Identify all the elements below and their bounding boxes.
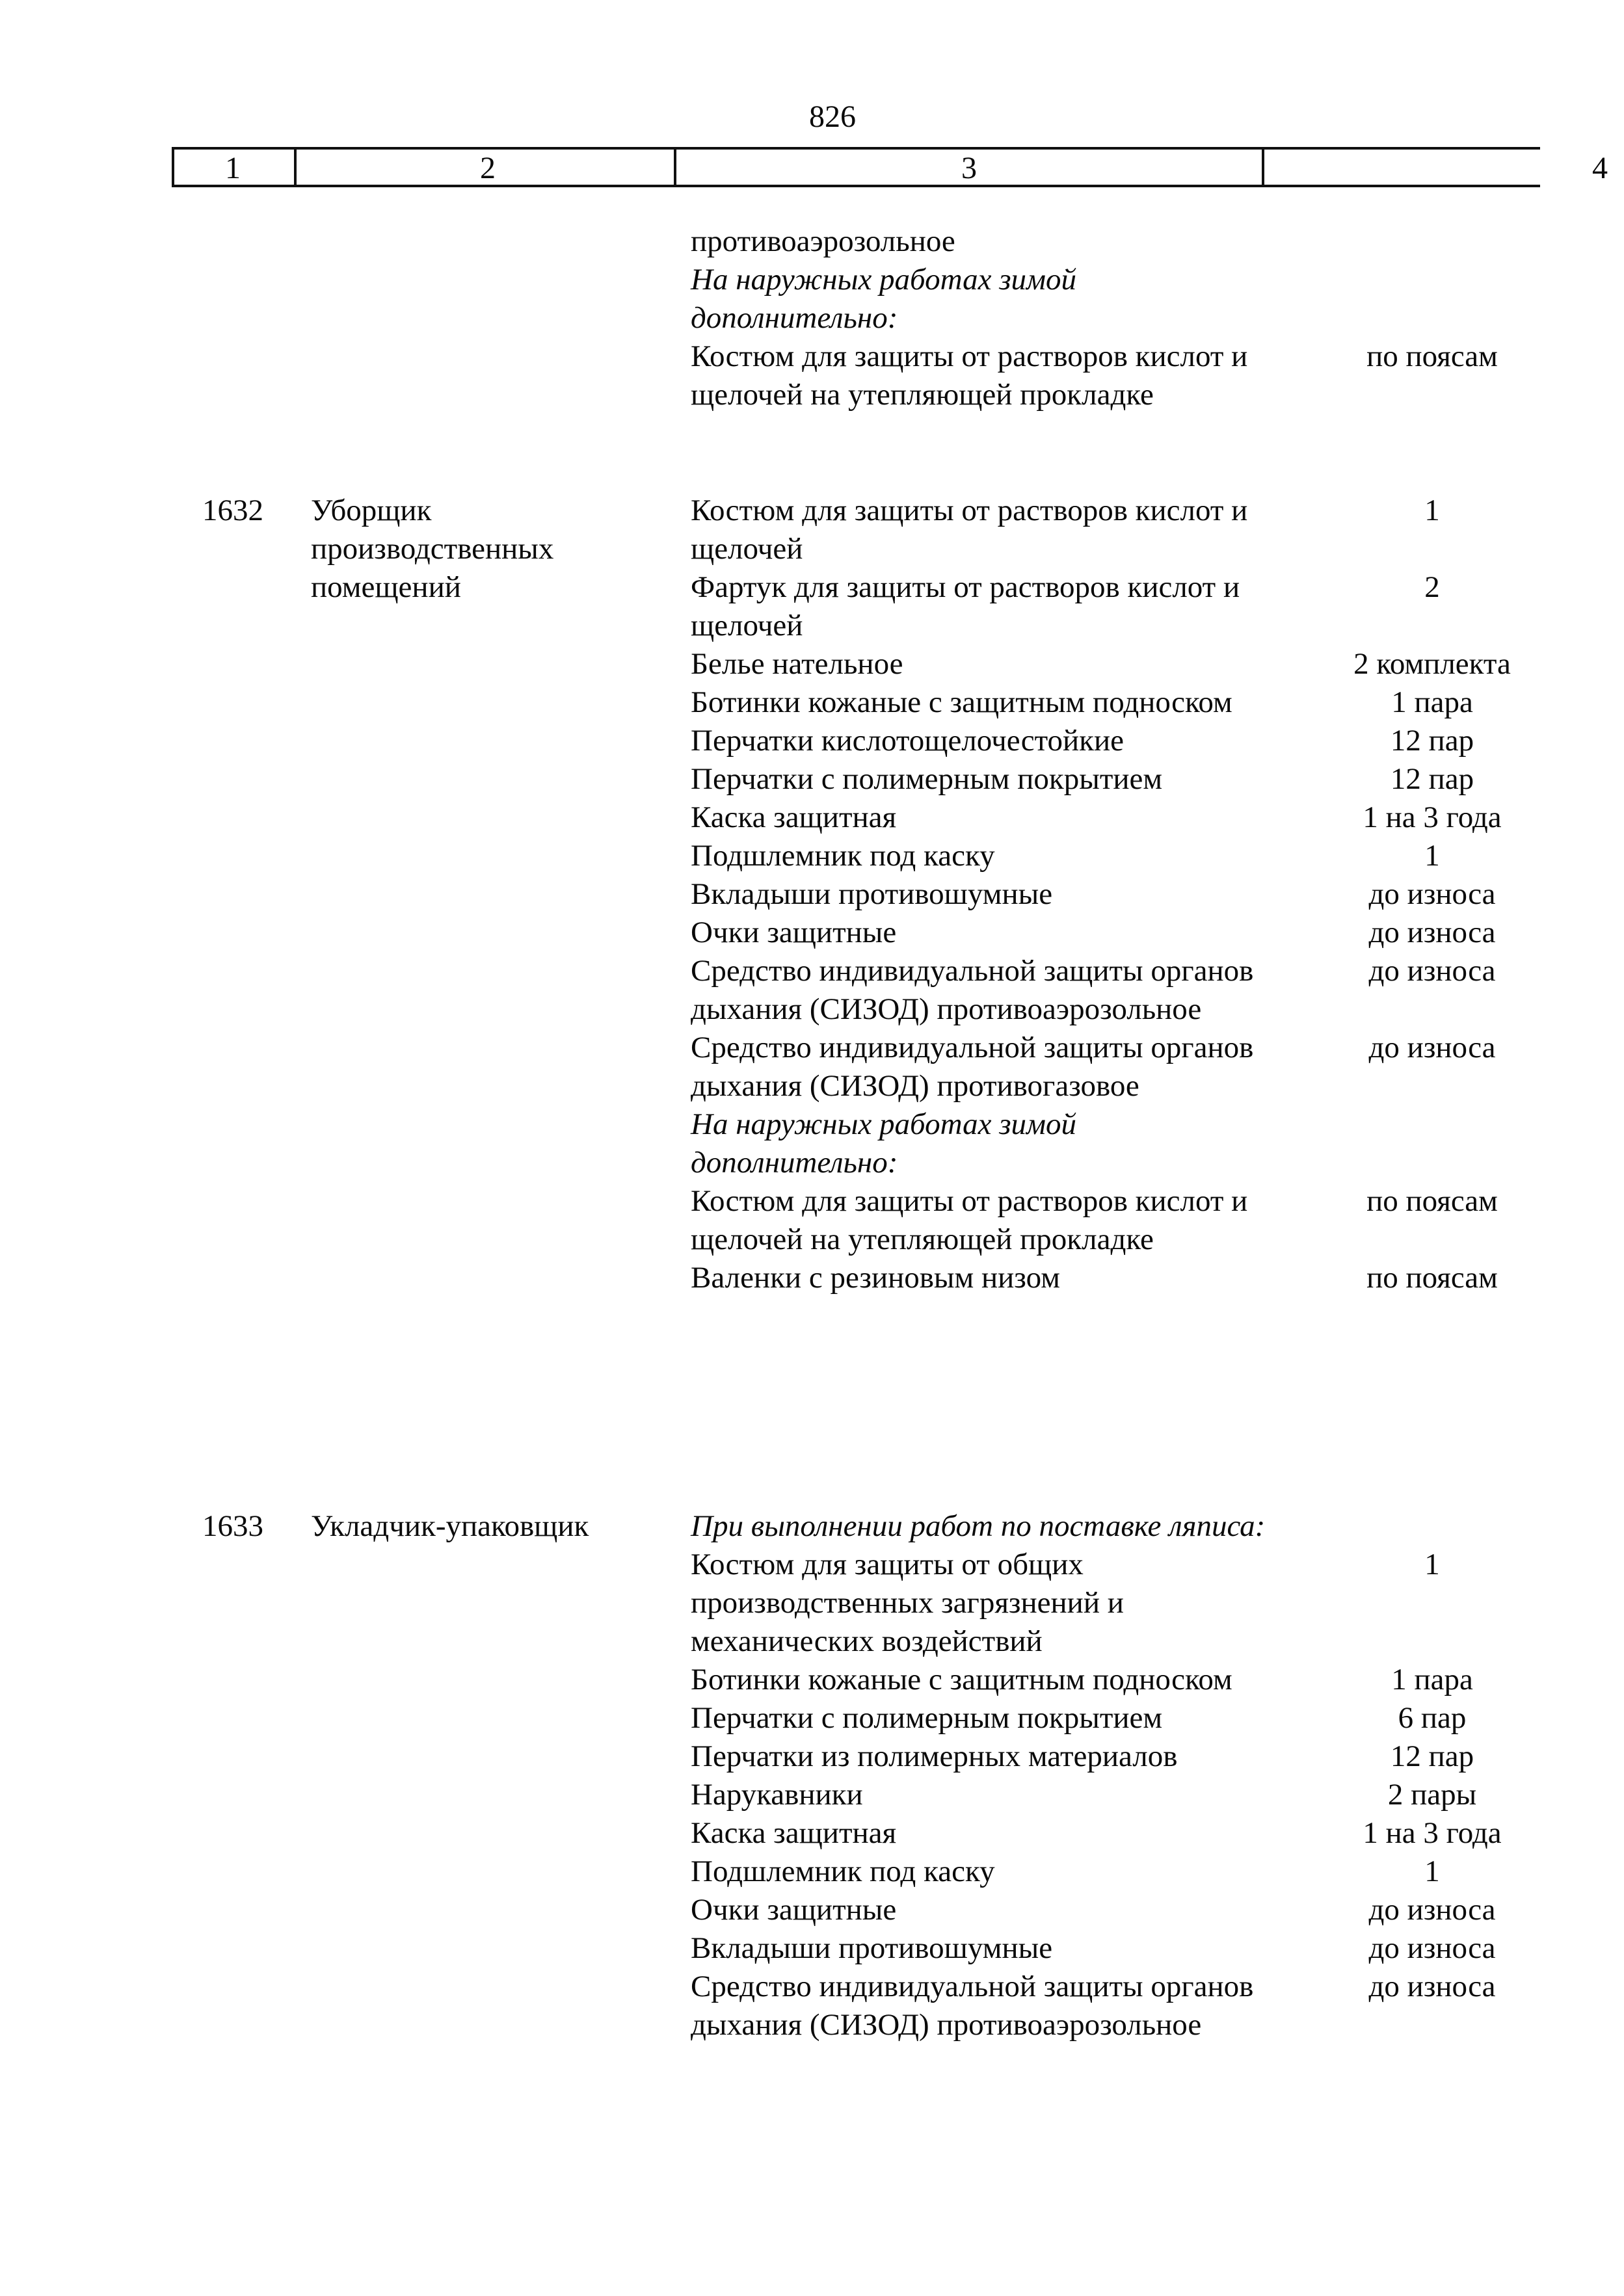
list-item [691, 1661, 1562, 1699]
header-col-2: 2 [480, 151, 496, 185]
item-description: Перчатки с полимерным покрытием [691, 1701, 1163, 1735]
item-norm: 2 пары [1387, 1778, 1477, 1812]
item-description: Валенки с резиновым низом [691, 1261, 1060, 1295]
item-norm: 1 [1424, 1854, 1440, 1888]
table-header [174, 147, 1608, 187]
item-norm: до износа [1368, 1931, 1496, 1965]
section-note [691, 261, 1562, 337]
list-item [691, 1182, 1562, 1259]
item-norm: 6 пар [1398, 1701, 1467, 1735]
item-description: Костюм для защиты от растворов кислот и щелочей [691, 494, 1248, 566]
item-description: При выполнении работ по поставке ляписа: [691, 1509, 1266, 1543]
item-norm: до износа [1368, 1970, 1496, 2003]
item-description: Очки защитные [691, 1893, 897, 1927]
item-norm: до износа [1368, 1893, 1496, 1927]
item-description: На наружных работах зимой дополнительно: [691, 263, 1077, 335]
list-item [691, 1929, 1562, 1968]
item-norm: 1 пара [1391, 685, 1473, 719]
item-description: Средство индивидуальной защиты органов дыхания (СИЗОД) противогазовое [691, 1031, 1254, 1103]
list-item [691, 760, 1562, 798]
list-item [691, 683, 1562, 722]
list-item [691, 837, 1562, 875]
item-norm: по поясам [1366, 1261, 1498, 1295]
list-item [691, 1853, 1562, 1891]
row-number: 1633 [202, 1509, 263, 1543]
item-norm: до износа [1368, 1031, 1496, 1064]
item-list [691, 222, 1498, 414]
item-norm: 1 [1424, 839, 1440, 873]
item-description: Перчатки с полимерным покрытием [691, 762, 1163, 796]
item-norm: 12 пар [1390, 762, 1474, 796]
list-item [691, 1814, 1562, 1853]
item-norm: 1 пара [1391, 1663, 1473, 1696]
item-norm: 12 пар [1390, 724, 1474, 758]
list-item [691, 1891, 1562, 1929]
item-list [691, 1507, 1502, 2044]
item-description: Средство индивидуальной защиты органов дыхания (СИЗОД) противоаэрозольное [691, 1970, 1254, 2042]
item-norm: 2 [1424, 570, 1440, 604]
item-description: Фартук для защиты от растворов кислот и щелочей [691, 570, 1240, 642]
item-description: Подшлемник под каску [691, 1854, 995, 1888]
item-norm: 1 на 3 года [1363, 1816, 1502, 1850]
item-description: противоаэрозольное [691, 224, 955, 258]
item-description: Каска защитная [691, 800, 897, 834]
item-norm: 1 [1424, 1548, 1440, 1581]
item-description: Вкладыши противошумные [691, 1931, 1053, 1965]
occupation-name: Укладчик-упаковщик [311, 1509, 589, 1543]
list-item [691, 1546, 1562, 1661]
occupation-name: Уборщик производственных помещений [311, 494, 554, 604]
header-col-1: 1 [225, 151, 241, 185]
item-description: Очки защитные [691, 916, 897, 949]
list-item [691, 722, 1562, 760]
item-description: Вкладыши противошумные [691, 877, 1053, 911]
list-item [691, 1259, 1562, 1297]
item-description: Костюм для защиты от растворов кислот и щелочей на утепляющей прокладке [691, 1184, 1248, 1256]
header-col-4: 4 [1592, 151, 1608, 185]
list-item [691, 1776, 1562, 1814]
column-divider [674, 147, 676, 187]
column-divider [1262, 147, 1264, 187]
item-description: Каска защитная [691, 1816, 897, 1850]
item-description: Средство индивидуальной защиты органов дыхания (СИЗОД) противоаэрозольное [691, 954, 1254, 1026]
list-item [691, 222, 1562, 261]
list-item [691, 568, 1562, 645]
list-item [691, 875, 1562, 914]
item-norm: 1 на 3 года [1363, 800, 1502, 834]
item-norm: по поясам [1366, 339, 1498, 373]
item-norm: до износа [1368, 954, 1496, 988]
list-item [691, 914, 1562, 952]
section-note [691, 1507, 1562, 1546]
list-item [691, 1968, 1562, 2044]
list-item [691, 337, 1562, 414]
list-item [691, 1737, 1562, 1776]
list-item [691, 1029, 1562, 1105]
item-description: Перчатки кислотощелочестойкие [691, 724, 1125, 758]
list-item [691, 798, 1562, 837]
list-item [691, 1699, 1562, 1737]
item-description: Ботинки кожаные с защитным подноском [691, 685, 1232, 719]
page-number: 826 [809, 99, 856, 134]
item-norm: 2 комплекта [1353, 647, 1511, 681]
column-divider [172, 147, 174, 187]
item-description: Ботинки кожаные с защитным подноском [691, 1663, 1232, 1696]
list-item [691, 952, 1562, 1029]
item-description: Костюм для защиты от растворов кислот и щелочей на утепляющей прокладке [691, 339, 1248, 412]
item-description: Белье нательное [691, 647, 903, 681]
section-note [691, 1105, 1562, 1182]
item-description: Нарукавники [691, 1778, 863, 1812]
list-item [691, 492, 1562, 568]
row-number: 1632 [202, 494, 263, 527]
item-norm: по поясам [1366, 1184, 1498, 1218]
item-list [691, 492, 1511, 1297]
list-item [691, 645, 1562, 683]
item-description: На наружных работах зимой дополнительно: [691, 1107, 1077, 1180]
item-norm: до износа [1368, 916, 1496, 949]
item-norm: до износа [1368, 877, 1496, 911]
item-description: Подшлемник под каску [691, 839, 995, 873]
item-norm: 12 пар [1390, 1739, 1474, 1773]
header-col-3: 3 [961, 151, 977, 185]
item-description: Костюм для защиты от общих производственных загрязнений и механических воздействий [691, 1548, 1124, 1658]
item-description: Перчатки из полимерных материалов [691, 1739, 1178, 1773]
column-divider [294, 147, 297, 187]
item-norm: 1 [1424, 494, 1440, 527]
